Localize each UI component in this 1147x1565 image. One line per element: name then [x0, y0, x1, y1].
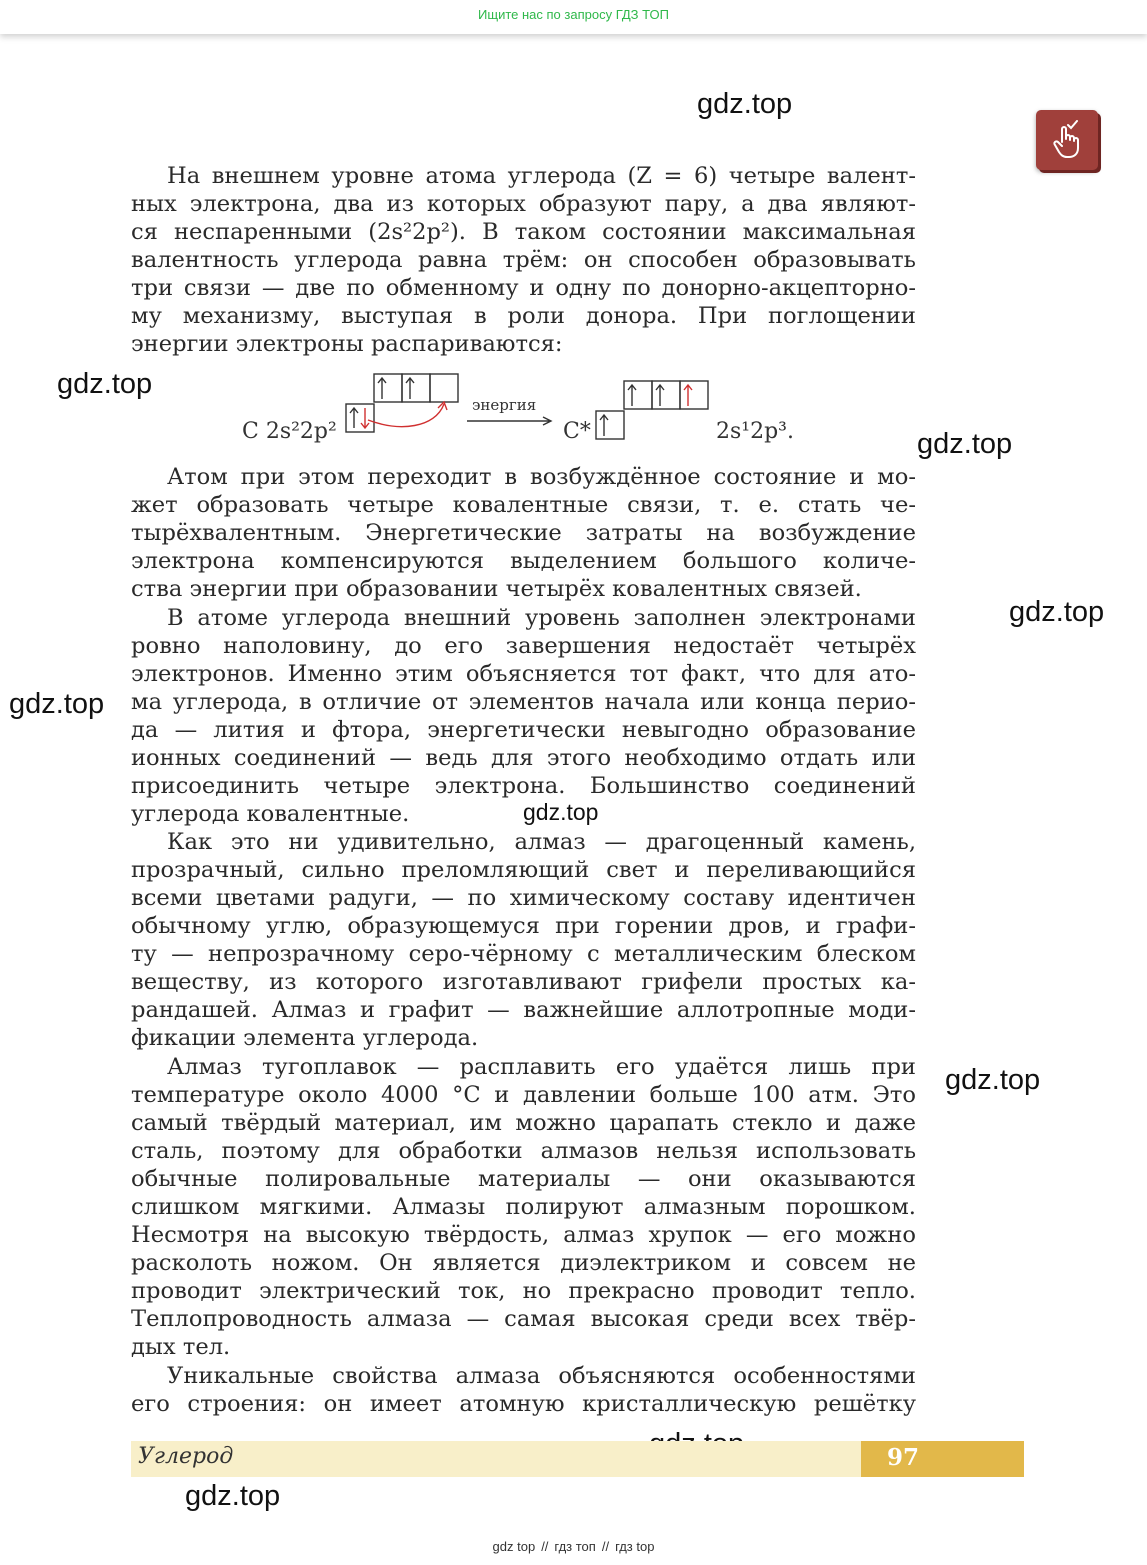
top-banner-text: Ищите нас по запросу ГДЗ ТОП [478, 7, 669, 22]
text-line: три связи — две по обменному и одну по донорно-акцепторно- [131, 275, 916, 301]
text-line: жет образовать четыре ковалентные связи, т. е. стать че- [131, 492, 916, 518]
text-line: Как это ни удивительно, алмаз — драгоценный камень, [167, 829, 916, 855]
text-line: углерода ковалентные. [131, 801, 410, 827]
text-line: рандашей. Алмаз и графит — важнейшие аллотропные моди- [131, 997, 916, 1023]
text-line: ровно наполовину, до его завершения недостаёт четырёх [131, 633, 916, 659]
watermark: gdz.top [185, 1480, 281, 1512]
gesture-button[interactable] [1036, 110, 1098, 170]
text-line: электронов. Именно этим объясняется тот факт, что для ато- [131, 661, 916, 687]
text-line: сталь, поэтому для обработки алмазов нельзя использовать [131, 1138, 916, 1164]
text-line: Теплопроводность алмаза — самая высокая среди всех твёр- [131, 1306, 916, 1332]
watermark: gdz.top [917, 428, 1013, 460]
text-line: самый твёрдый материал, им можно царапать стекло и даже [131, 1110, 916, 1136]
text-line: ства энергии при образовании четырёх ковалентных связей. [131, 576, 862, 602]
text-line: веществу, из которого изготавливают грифели простых ка- [131, 969, 916, 995]
page-number: 97 [887, 1444, 920, 1471]
orbital-diagram [230, 368, 830, 452]
text-line: его строения: он имеет атомную кристаллическую решётку [131, 1391, 916, 1417]
text-line: обычные полировальные материалы — они оказываются [131, 1166, 916, 1192]
link-gdz-top-ru[interactable]: гдз топ [554, 1539, 596, 1554]
text-line: всеми цветами радуги, — по химическому составу идентичен [131, 885, 916, 911]
text-line: слишком мягкими. Алмазы полируют алмазным порошком. [131, 1194, 916, 1220]
text-line: Уникальные свойства алмаза объясняются особенностями [167, 1363, 916, 1389]
excited-state-label: C* [563, 419, 591, 444]
watermark: gdz.top [9, 688, 105, 720]
footer-band [131, 1441, 861, 1477]
text-line: му механизму, выступая в роли донора. При поглощении [131, 303, 916, 329]
link-separator: // [541, 1539, 549, 1554]
link-separator: // [601, 1539, 610, 1554]
ground-state-label: C 2s²2p² [242, 419, 337, 444]
text-line: обычному углю, образующемуся при горении дров, и графи- [131, 913, 916, 939]
hand-pointer-icon [1051, 120, 1083, 160]
text-line: ма углерода, в отличие от элементов начала или конца перио- [131, 689, 916, 715]
watermark: gdz.top [57, 368, 153, 400]
bottom-links [0, 1539, 1147, 1554]
link-gdz-top-mixed[interactable]: гдз top [615, 1539, 655, 1554]
text-line: дых тел. [131, 1334, 231, 1360]
text-line: Алмаз тугоплавок — расплавить его удаётся лишь при [167, 1054, 916, 1080]
text-line: ионных соединений — ведь для этого необходимо отдать или [131, 745, 916, 771]
text-line: На внешнем уровне атома углерода (Z = 6) четыре валент- [167, 163, 916, 189]
watermark: gdz.top [697, 88, 793, 120]
watermark: gdz.top [945, 1064, 1041, 1096]
electron-excitation-figure [230, 368, 830, 448]
watermark: gdz.top [523, 799, 599, 825]
link-gdz-top[interactable]: gdz top [492, 1539, 536, 1554]
text-line: валентность углерода равна трём: он способен образовывать [131, 247, 916, 273]
text-line: Несмотря на высокую твёрдость, алмаз хрупок — его можно [131, 1222, 916, 1248]
text-line: Атом при этом переходит в возбуждённое состояние и мо- [167, 464, 916, 490]
text-line: ных электрона, два из которых образуют пару, а два являют- [131, 191, 916, 217]
text-line: температуре около 4000 °C и давлении больше 100 атм. Это [131, 1082, 916, 1108]
text-line: фикации элемента углерода. [131, 1025, 479, 1051]
text-line: тырёхвалентным. Энергетические затраты на возбуждение [131, 520, 916, 546]
text-line: энергии электроны распариваются: [131, 331, 563, 357]
text-line: В атоме углерода внешний уровень заполнен электронами [167, 605, 916, 631]
text-line: электрона компенсируются выделением большого количе- [131, 548, 916, 574]
text-line: присоединить четыре электрона. Большинство соединений [131, 773, 916, 799]
text-line: ту — непрозрачному серо-чёрному с металлическим блеском [131, 941, 916, 967]
watermark: gdz.top [1009, 596, 1105, 628]
text-line: да — лития и фтора, энергетически невыгодно образование [131, 717, 916, 743]
text-line: ся неспаренными (2s²2p²). В таком состоянии максимальная [131, 219, 916, 245]
text-line: прозрачный, сильно преломляющий свет и переливающийся [131, 857, 916, 883]
text-line: проводит электрический ток, но прекрасно проводит тепло. [131, 1278, 916, 1304]
chapter-title: Углерод [138, 1444, 234, 1469]
text-line: расколоть ножом. Он является диэлектриком и совсем не [131, 1250, 916, 1276]
arrow-label: энергия [472, 396, 537, 414]
excited-config-label: 2s¹2p³. [716, 419, 794, 444]
page-number-box [861, 1441, 1024, 1477]
top-banner [0, 0, 1147, 34]
